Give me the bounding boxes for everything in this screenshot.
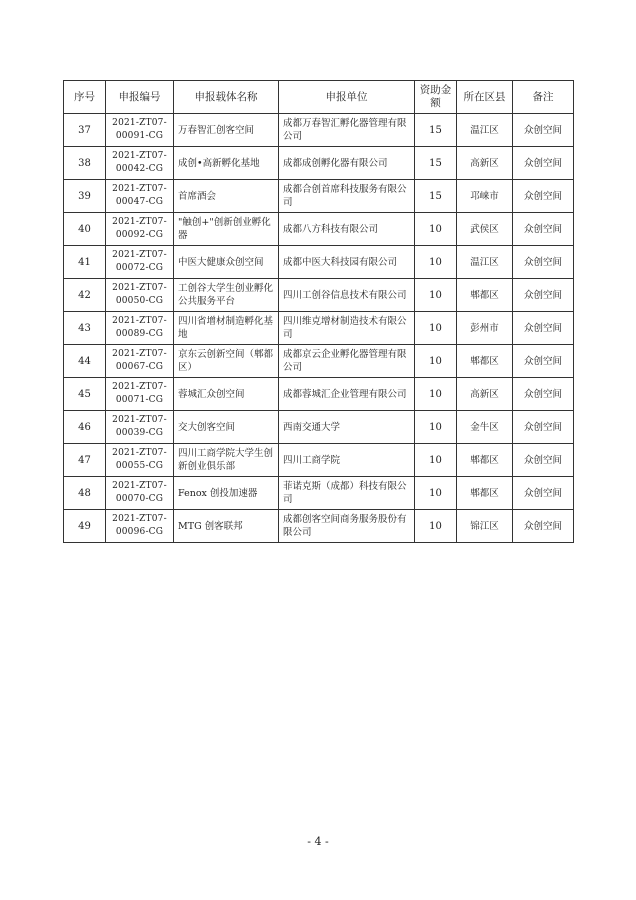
cell-code: 2021-ZT07-00092-CG: [106, 213, 174, 246]
cell-no: 42: [64, 279, 106, 312]
cell-remark: 众创空间: [513, 477, 574, 510]
cell-amount: 10: [415, 279, 457, 312]
cell-unit: 四川维克增材制造技术有限公司: [279, 312, 415, 345]
cell-remark: 众创空间: [513, 378, 574, 411]
cell-unit: 成都万春智汇孵化器管理有限公司: [279, 114, 415, 147]
cell-unit: 菲诺克斯（成都）科技有限公司: [279, 477, 415, 510]
table-row: [64, 180, 574, 213]
cell-amount: 10: [415, 378, 457, 411]
cell-code: 2021-ZT07-00067-CG: [106, 345, 174, 378]
header-carrier-name: 申报载体名称: [174, 81, 279, 114]
table-row: [64, 114, 574, 147]
table-row: [64, 444, 574, 477]
cell-carrier-name: 京东云创新空间（郫都区）: [174, 345, 279, 378]
cell-district: 高新区: [457, 378, 513, 411]
cell-carrier-name: 蓉城汇众创空间: [174, 378, 279, 411]
cell-amount: 10: [415, 444, 457, 477]
cell-no: 44: [64, 345, 106, 378]
cell-code: 2021-ZT07-00096-CG: [106, 510, 174, 543]
table-body: [64, 114, 574, 543]
cell-remark: 众创空间: [513, 213, 574, 246]
cell-carrier-name: "触创+"创新创业孵化器: [174, 213, 279, 246]
cell-amount: 15: [415, 180, 457, 213]
cell-carrier-name: 工创谷大学生创业孵化公共服务平台: [174, 279, 279, 312]
cell-no: 37: [64, 114, 106, 147]
cell-district: 彭州市: [457, 312, 513, 345]
cell-carrier-name: 成创•高新孵化基地: [174, 147, 279, 180]
cell-remark: 众创空间: [513, 510, 574, 543]
cell-amount: 10: [415, 510, 457, 543]
table-row: [64, 312, 574, 345]
cell-remark: 众创空间: [513, 312, 574, 345]
cell-remark: 众创空间: [513, 411, 574, 444]
cell-code: 2021-ZT07-00039-CG: [106, 411, 174, 444]
cell-amount: 10: [415, 345, 457, 378]
cell-carrier-name: MTG 创客联邦: [174, 510, 279, 543]
cell-no: 38: [64, 147, 106, 180]
cell-no: 47: [64, 444, 106, 477]
cell-no: 39: [64, 180, 106, 213]
cell-remark: 众创空间: [513, 180, 574, 213]
header-amount: 资助金额: [415, 81, 457, 114]
cell-remark: 众创空间: [513, 345, 574, 378]
cell-no: 41: [64, 246, 106, 279]
header-code: 申报编号: [106, 81, 174, 114]
cell-unit: 西南交通大学: [279, 411, 415, 444]
table-row: [64, 213, 574, 246]
cell-unit: 成都京云企业孵化器管理有限公司: [279, 345, 415, 378]
header-unit: 申报单位: [279, 81, 415, 114]
cell-unit: 成都中医大科技园有限公司: [279, 246, 415, 279]
cell-unit: 成都八方科技有限公司: [279, 213, 415, 246]
cell-no: 49: [64, 510, 106, 543]
cell-amount: 10: [415, 246, 457, 279]
table-row: [64, 378, 574, 411]
cell-unit: 成都创客空间商务服务股份有限公司: [279, 510, 415, 543]
cell-no: 40: [64, 213, 106, 246]
cell-remark: 众创空间: [513, 246, 574, 279]
cell-carrier-name: 中医大健康众创空间: [174, 246, 279, 279]
table-row: [64, 411, 574, 444]
cell-district: 温江区: [457, 114, 513, 147]
cell-district: 郫都区: [457, 444, 513, 477]
cell-carrier-name: 四川工商学院大学生创新创业俱乐部: [174, 444, 279, 477]
cell-district: 锦江区: [457, 510, 513, 543]
header-no: 序号: [64, 81, 106, 114]
cell-code: 2021-ZT07-00047-CG: [106, 180, 174, 213]
cell-code: 2021-ZT07-00055-CG: [106, 444, 174, 477]
cell-remark: 众创空间: [513, 114, 574, 147]
cell-carrier-name: Fenox 创投加速器: [174, 477, 279, 510]
cell-code: 2021-ZT07-00072-CG: [106, 246, 174, 279]
cell-no: 45: [64, 378, 106, 411]
table-row: [64, 510, 574, 543]
cell-district: 金牛区: [457, 411, 513, 444]
cell-carrier-name: 交大创客空间: [174, 411, 279, 444]
cell-district: 邛崃市: [457, 180, 513, 213]
table-row: [64, 279, 574, 312]
cell-amount: 10: [415, 312, 457, 345]
cell-carrier-name: 万春智汇创客空间: [174, 114, 279, 147]
cell-no: 46: [64, 411, 106, 444]
header-district: 所在区县: [457, 81, 513, 114]
table-row: [64, 147, 574, 180]
funding-table: [63, 80, 574, 543]
cell-remark: 众创空间: [513, 444, 574, 477]
cell-district: 温江区: [457, 246, 513, 279]
cell-unit: 成都成创孵化器有限公司: [279, 147, 415, 180]
cell-unit: 四川工商学院: [279, 444, 415, 477]
page-number: - 4 -: [307, 835, 329, 848]
cell-amount: 15: [415, 147, 457, 180]
table-row: [64, 477, 574, 510]
cell-no: 48: [64, 477, 106, 510]
cell-amount: 15: [415, 114, 457, 147]
cell-district: 武侯区: [457, 213, 513, 246]
cell-code: 2021-ZT07-00089-CG: [106, 312, 174, 345]
cell-district: 郫都区: [457, 477, 513, 510]
cell-unit: 成都合创首席科技服务有限公司: [279, 180, 415, 213]
cell-amount: 10: [415, 411, 457, 444]
cell-remark: 众创空间: [513, 147, 574, 180]
cell-carrier-name: 四川省增材制造孵化基地: [174, 312, 279, 345]
cell-remark: 众创空间: [513, 279, 574, 312]
cell-no: 43: [64, 312, 106, 345]
cell-carrier-name: 首席酒会: [174, 180, 279, 213]
cell-district: 郫都区: [457, 345, 513, 378]
table-row: [64, 345, 574, 378]
cell-district: 郫都区: [457, 279, 513, 312]
cell-unit: 成都蓉城汇企业管理有限公司: [279, 378, 415, 411]
cell-district: 高新区: [457, 147, 513, 180]
cell-code: 2021-ZT07-00071-CG: [106, 378, 174, 411]
cell-code: 2021-ZT07-00070-CG: [106, 477, 174, 510]
cell-amount: 10: [415, 477, 457, 510]
header-remark: 备注: [513, 81, 574, 114]
cell-code: 2021-ZT07-00042-CG: [106, 147, 174, 180]
cell-amount: 10: [415, 213, 457, 246]
header-row: [64, 81, 574, 114]
table-row: [64, 246, 574, 279]
cell-code: 2021-ZT07-00091-CG: [106, 114, 174, 147]
cell-code: 2021-ZT07-00050-CG: [106, 279, 174, 312]
cell-unit: 四川工创谷信息技术有限公司: [279, 279, 415, 312]
